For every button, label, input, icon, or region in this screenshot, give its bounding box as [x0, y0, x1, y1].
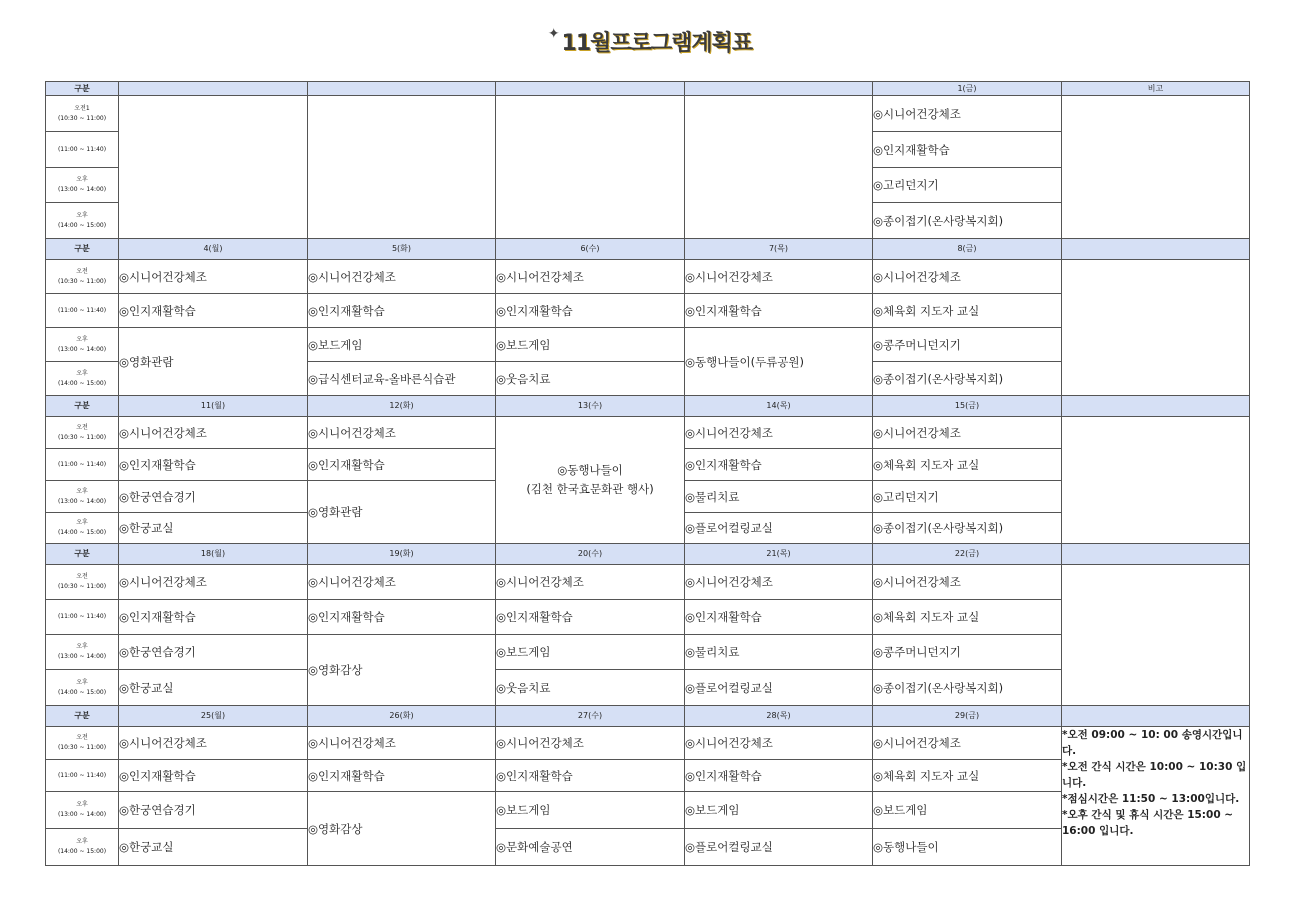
page-title-wrap — [0, 26, 1300, 57]
activity-cell: ◎시니어건강체조 — [119, 565, 308, 600]
activity-cell: ◎시니어건강체조 — [685, 260, 873, 294]
gubun-header: 구분 — [46, 396, 119, 417]
activity-cell: ◎보드게임 — [496, 328, 685, 362]
activity-cell: ◎시니어건강체조 — [308, 417, 496, 449]
activity-cell: ◎인지재활학습 — [119, 449, 308, 481]
slot-label: 오전 (10:30 ~ 11:00) — [46, 260, 119, 294]
activity-cell: ◎보드게임 — [685, 792, 873, 829]
slot-label: 오후 (14:00 ~ 15:00) — [46, 829, 119, 866]
activity-cell: ◎고리던지기 — [873, 168, 1062, 203]
note-header — [1062, 396, 1250, 417]
activity-cell: ◎한궁연습경기 — [119, 792, 308, 829]
day-header: 14(목) — [685, 396, 873, 417]
activity-cell: ◎보드게임 — [308, 328, 496, 362]
activity-cell: ◎종이접기(온사랑복지회) — [873, 670, 1062, 706]
slot-row — [46, 727, 1250, 760]
note-cell — [1062, 727, 1250, 866]
note-cell — [1062, 96, 1250, 239]
note-cell — [1062, 417, 1250, 544]
activity-cell: ◎플로어컬링교실 — [685, 513, 873, 544]
program-schedule-table — [45, 81, 1250, 866]
slot-label: 오전 (10:30 ~ 11:00) — [46, 727, 119, 760]
activity-cell: ◎콩주머니던지기 — [873, 635, 1062, 670]
activity-cell: ◎인지재활학습 — [873, 132, 1062, 168]
slot-row — [46, 260, 1250, 294]
activity-cell: ◎시니어건강체조 — [873, 565, 1062, 600]
slot-label: 오후 (13:00 ~ 14:00) — [46, 481, 119, 513]
activity-cell: ◎체육회 지도자 교실 — [873, 294, 1062, 328]
slot-label: 오후 (13:00 ~ 14:00) — [46, 635, 119, 670]
day-header — [685, 82, 873, 96]
activity-cell: ◎시니어건강체조 — [119, 417, 308, 449]
activity-cell: ◎시니어건강체조 — [685, 565, 873, 600]
day-header: 12(화) — [308, 396, 496, 417]
slot-label: 오전1 (10:30 ~ 11:00) — [46, 96, 119, 132]
activity-cell: ◎종이접기(온사랑복지회) — [873, 513, 1062, 544]
activity-cell: ◎시니어건강체조 — [496, 727, 685, 760]
activity-cell: ◎인지재활학습 — [496, 600, 685, 635]
activity-cell: ◎보드게임 — [496, 635, 685, 670]
slot-label: 오전 (10:30 ~ 11:00) — [46, 565, 119, 600]
activity-cell: ◎동행나들이(두류공원) — [685, 328, 873, 396]
day-header: 13(수) — [496, 396, 685, 417]
note-header — [1062, 239, 1250, 260]
activity-cell: ◎체육회 지도자 교실 — [873, 449, 1062, 481]
empty-cell — [496, 96, 685, 239]
activity-cell: ◎체육회 지도자 교실 — [873, 760, 1062, 792]
gubun-header: 구분 — [46, 82, 119, 96]
activity-cell: ◎인지재활학습 — [119, 294, 308, 328]
gubun-header: 구분 — [46, 544, 119, 565]
activity-cell: ◎인지재활학습 — [308, 294, 496, 328]
activity-cell: ◎한궁연습경기 — [119, 635, 308, 670]
activity-cell: ◎웃음치료 — [496, 670, 685, 706]
activity-cell: ◎시니어건강체조 — [873, 417, 1062, 449]
slot-label: (11:00 ~ 11:40) — [46, 600, 119, 635]
note-cell — [1062, 260, 1250, 396]
activity-cell: ◎시니어건강체조 — [685, 417, 873, 449]
empty-cell — [119, 96, 308, 239]
slot-row — [46, 417, 1250, 449]
week-header-row — [46, 239, 1250, 260]
activity-cell: ◎영화감상 — [308, 792, 496, 866]
note-line: *오전 09:00 ~ 10: 00 송영시간입니다. — [1062, 729, 1243, 757]
slot-label: (11:00 ~ 11:40) — [46, 294, 119, 328]
activity-cell: ◎플로어컬링교실 — [685, 829, 873, 866]
day-header: 26(화) — [308, 706, 496, 727]
activity-cell: ◎영화감상 — [308, 635, 496, 706]
empty-cell — [685, 96, 873, 239]
activity-cell: ◎영화관람 — [308, 481, 496, 544]
activity-cell: ◎시니어건강체조 — [873, 96, 1062, 132]
activity-cell: ◎인지재활학습 — [119, 760, 308, 792]
activity-cell: ◎물리치료 — [685, 635, 873, 670]
activity-cell: ◎인지재활학습 — [685, 294, 873, 328]
day-header: 20(수) — [496, 544, 685, 565]
slot-label: 오후 (14:00 ~ 15:00) — [46, 513, 119, 544]
week-header-row — [46, 706, 1250, 727]
activity-cell: ◎체육회 지도자 교실 — [873, 600, 1062, 635]
slot-label: 오후 (14:00 ~ 15:00) — [46, 203, 119, 239]
day-header: 22(금) — [873, 544, 1062, 565]
day-header: 27(수) — [496, 706, 685, 727]
activity-cell: ◎보드게임 — [496, 792, 685, 829]
activity-cell: ◎시니어건강체조 — [685, 727, 873, 760]
slot-label: (11:00 ~ 11:40) — [46, 132, 119, 168]
day-header — [119, 82, 308, 96]
slot-label: 오후 (14:00 ~ 15:00) — [46, 670, 119, 706]
day-header: 25(월) — [119, 706, 308, 727]
activity-cell: ◎인지재활학습 — [308, 760, 496, 792]
activity-cell: ◎인지재활학습 — [685, 600, 873, 635]
activity-cell: ◎동행나들이 (김천 한국효문화관 행사) — [496, 417, 685, 544]
gubun-header: 구분 — [46, 706, 119, 727]
slot-label: 오후 (13:00 ~ 14:00) — [46, 168, 119, 203]
activity-cell: ◎시니어건강체조 — [873, 727, 1062, 760]
day-header: 15(금) — [873, 396, 1062, 417]
activity-cell: ◎인지재활학습 — [119, 600, 308, 635]
slot-row — [46, 96, 1250, 132]
slot-label: 오후 (13:00 ~ 14:00) — [46, 792, 119, 829]
note-header — [1062, 706, 1250, 727]
day-header: 29(금) — [873, 706, 1062, 727]
note-line: *점심시간은 11:50 ~ 13:00입니다. — [1062, 793, 1240, 805]
activity-cell: ◎인지재활학습 — [685, 760, 873, 792]
activity-cell: ◎고리던지기 — [873, 481, 1062, 513]
activity-cell: ◎물리치료 — [685, 481, 873, 513]
day-header: 8(금) — [873, 239, 1062, 260]
note-line: *오전 간식 시간은 10:00 ~ 10:30 입니다. — [1062, 761, 1247, 789]
activity-cell: ◎인지재활학습 — [496, 294, 685, 328]
day-header — [308, 82, 496, 96]
slot-label: 오후 (13:00 ~ 14:00) — [46, 328, 119, 362]
activity-cell: ◎한궁교실 — [119, 829, 308, 866]
slot-label: 오후 (14:00 ~ 15:00) — [46, 362, 119, 396]
activity-cell: ◎콩주머니던지기 — [873, 328, 1062, 362]
day-header: 18(월) — [119, 544, 308, 565]
activity-cell: ◎시니어건강체조 — [308, 260, 496, 294]
week-header-row — [46, 544, 1250, 565]
week-header-row — [46, 82, 1250, 96]
activity-cell: ◎시니어건강체조 — [308, 727, 496, 760]
day-header: 7(목) — [685, 239, 873, 260]
day-header: 21(목) — [685, 544, 873, 565]
activity-cell: ◎시니어건강체조 — [308, 565, 496, 600]
page-title: 11월프로그램계획표 — [561, 31, 753, 56]
activity-cell: ◎시니어건강체조 — [496, 565, 685, 600]
activity-cell: ◎인지재활학습 — [496, 760, 685, 792]
activity-cell: ◎시니어건강체조 — [119, 727, 308, 760]
slot-row — [46, 565, 1250, 600]
day-header: 1(금) — [873, 82, 1062, 96]
empty-cell — [308, 96, 496, 239]
activity-cell: ◎한궁교실 — [119, 670, 308, 706]
activity-cell: ◎종이접기(온사랑복지회) — [873, 203, 1062, 239]
day-header: 11(월) — [119, 396, 308, 417]
activity-cell: ◎문화예술공연 — [496, 829, 685, 866]
activity-cell: ◎보드게임 — [873, 792, 1062, 829]
day-header: 28(목) — [685, 706, 873, 727]
day-header: 6(수) — [496, 239, 685, 260]
activity-cell: ◎웃음치료 — [496, 362, 685, 396]
note-header — [1062, 544, 1250, 565]
note-line: *오후 간식 및 휴식 시간은 15:00 ~ 16:00 입니다. — [1062, 809, 1234, 837]
day-header: 4(월) — [119, 239, 308, 260]
week-header-row — [46, 396, 1250, 417]
slot-label: (11:00 ~ 11:40) — [46, 760, 119, 792]
activity-cell: ◎급식센터교육-올바른식습관 — [308, 362, 496, 396]
day-header — [496, 82, 685, 96]
day-header: 5(화) — [308, 239, 496, 260]
slot-label: (11:00 ~ 11:40) — [46, 449, 119, 481]
activity-cell: ◎인지재활학습 — [685, 449, 873, 481]
activity-cell: ◎영화관람 — [119, 328, 308, 396]
activity-cell: ◎인지재활학습 — [308, 600, 496, 635]
activity-cell: ◎플로어컬링교실 — [685, 670, 873, 706]
activity-cell: ◎시니어건강체조 — [496, 260, 685, 294]
note-cell — [1062, 565, 1250, 706]
activity-cell: ◎종이접기(온사랑복지회) — [873, 362, 1062, 396]
gubun-header: 구분 — [46, 239, 119, 260]
slot-label: 오전 (10:30 ~ 11:00) — [46, 417, 119, 449]
activity-cell: ◎시니어건강체조 — [873, 260, 1062, 294]
activity-cell: ◎시니어건강체조 — [119, 260, 308, 294]
note-header: 비고 — [1062, 82, 1250, 96]
activity-cell: ◎한궁연습경기 — [119, 481, 308, 513]
sparkle-icon: ✦ — [547, 26, 560, 42]
day-header: 19(화) — [308, 544, 496, 565]
activity-cell: ◎인지재활학습 — [308, 449, 496, 481]
activity-cell: ◎한궁교실 — [119, 513, 308, 544]
activity-cell: ◎동행나들이 — [873, 829, 1062, 866]
